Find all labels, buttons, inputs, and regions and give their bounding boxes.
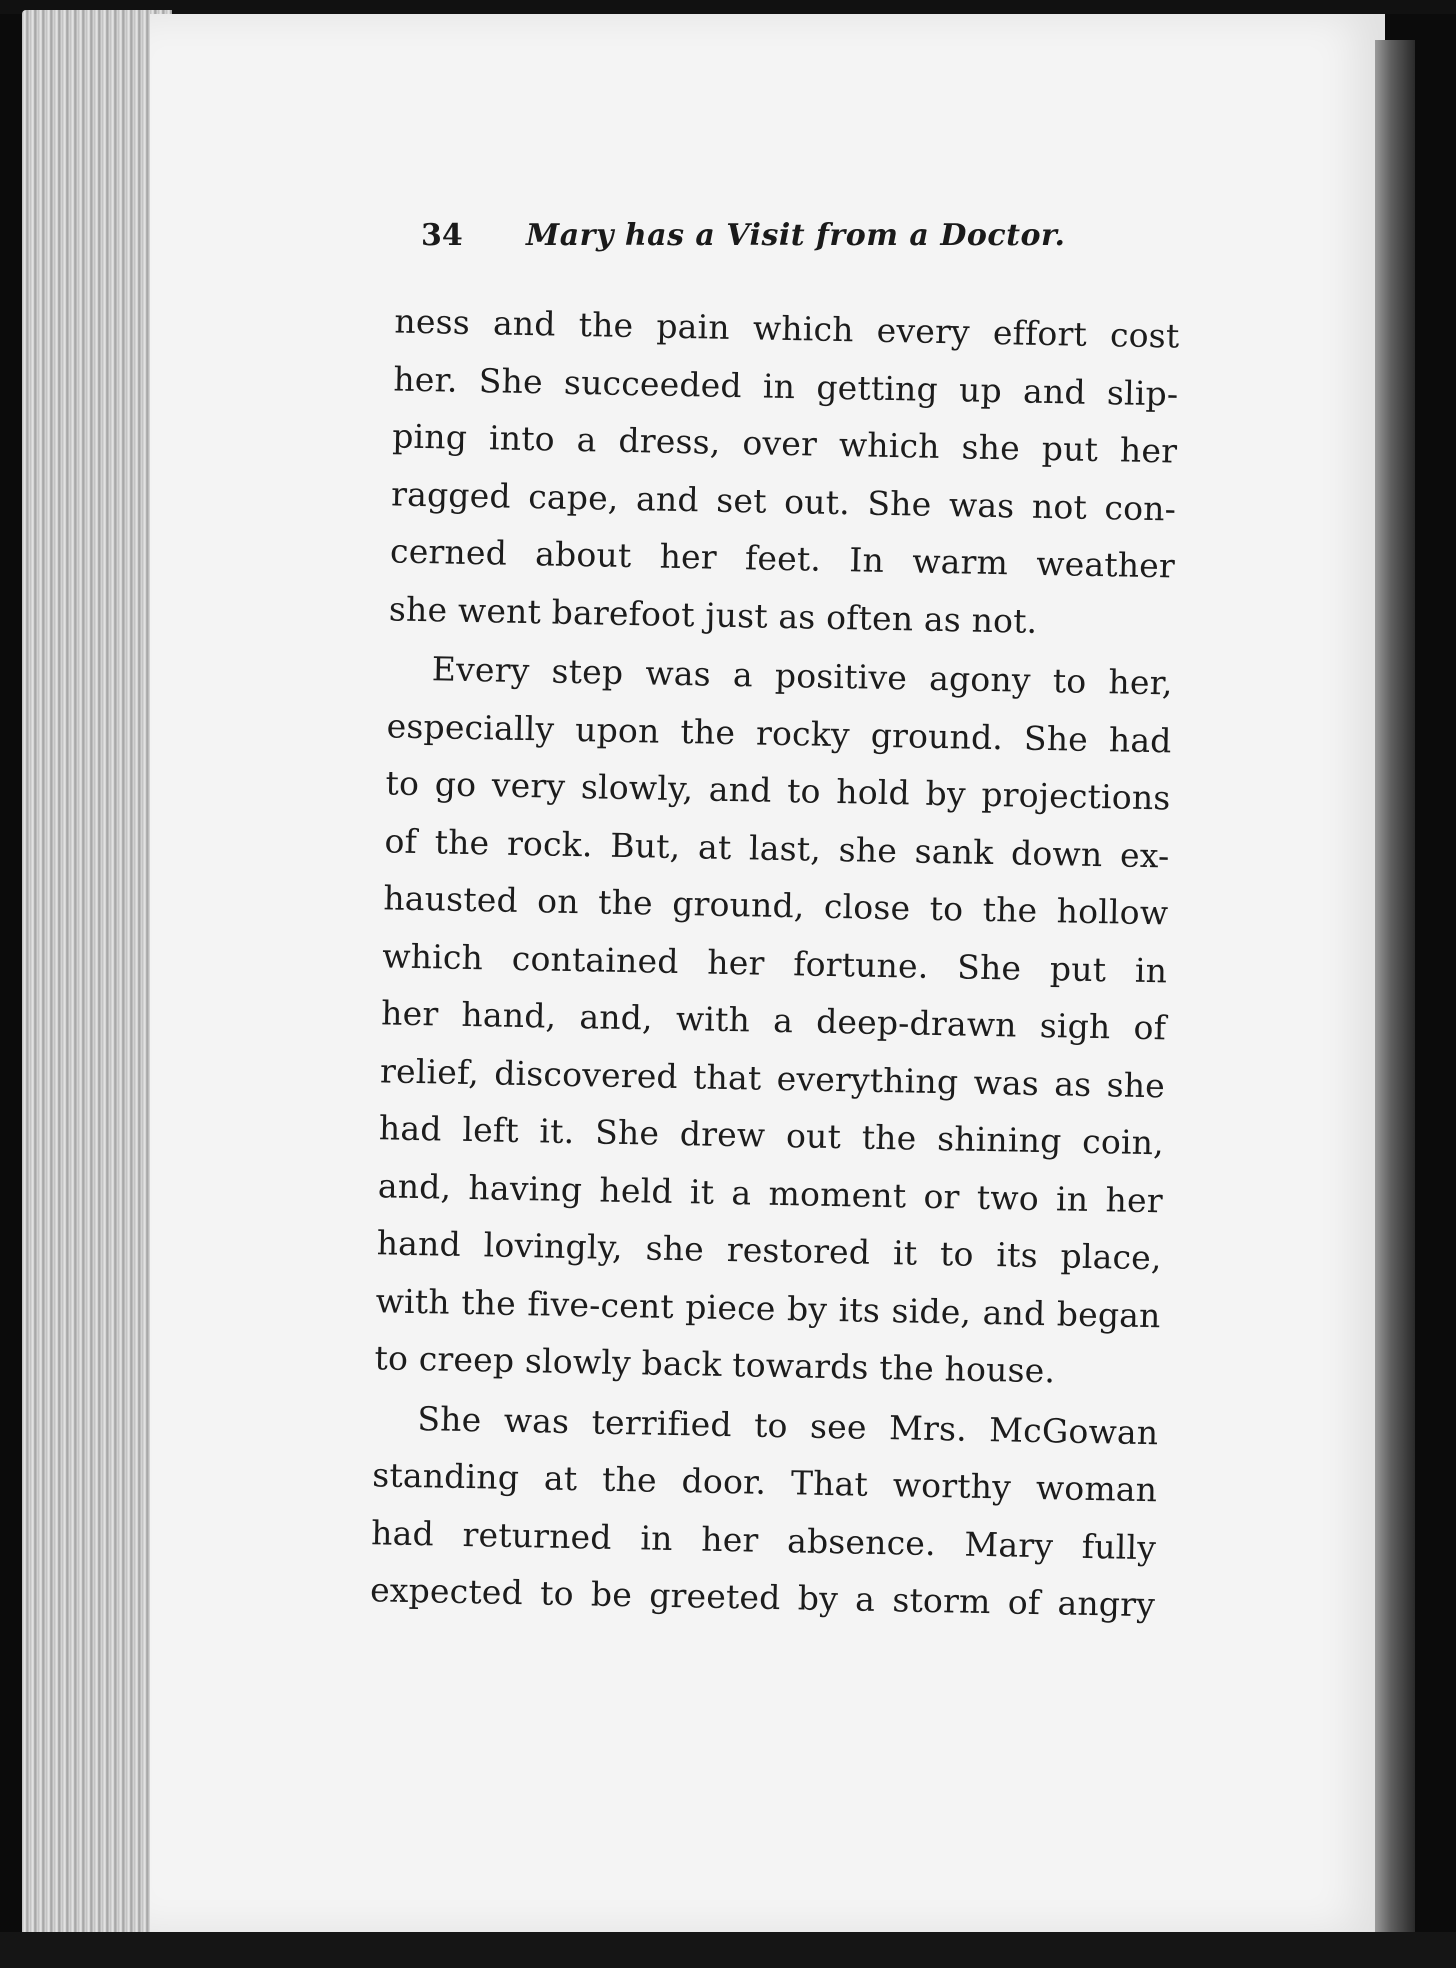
text-line: hand lovingly, she restored it to its place,	[376, 1223, 1163, 1278]
text-line: standing at the door. That worthy woman	[371, 1455, 1158, 1510]
text-line: hausted on the ground, close to the hollow	[383, 878, 1169, 933]
text-line: which contained her fortune. She put in	[381, 935, 1168, 990]
text-line: ragged cape, and set out. She was not con-	[390, 473, 1177, 528]
text-line: with the five-cent piece by its side, and began	[375, 1280, 1161, 1335]
text-line: her. She succeeded in getting up and slip-	[393, 358, 1179, 414]
binding-shadow	[1375, 40, 1415, 1940]
text-line: cerned about her feet. In warm weather	[389, 531, 1176, 586]
text-line: had left it. She drew out the shining coin,	[378, 1108, 1165, 1163]
scan-border-top	[0, 0, 1456, 14]
text-line: to go very slowly, and to hold by projections	[385, 763, 1171, 818]
text-line: Every step was a positive agony to her,	[431, 649, 1174, 703]
text-line: of the rock. But, at last, she sank down ex-	[384, 820, 1170, 875]
text-line: especially upon the rocky ground. She had	[386, 705, 1172, 760]
text-line: expected to be greeted by a storm of angry	[369, 1570, 1156, 1625]
scan-border-bottom	[0, 1932, 1456, 1968]
page-number: 34	[421, 218, 463, 253]
body-text	[370, 292, 1180, 1633]
text-line: relief, discovered that everything was as she	[379, 1050, 1166, 1105]
text-line: had returned in her absence. Mary fully	[370, 1512, 1157, 1567]
text-line: She was terrified to see Mrs. McGowan	[417, 1398, 1159, 1452]
text-line: she went barefoot just as often as not.	[388, 588, 1038, 641]
text-line: her hand, and, with a deep-drawn sigh of	[380, 993, 1167, 1048]
running-header	[421, 212, 1081, 262]
text-line: ness and the pain which every effort cost	[394, 301, 1180, 356]
text-line: to creep slowly back towards the house.	[374, 1338, 1056, 1391]
text-line: ping into a dress, over which she put her	[391, 416, 1178, 471]
running-title: Mary has a Visit from a Doctor.	[526, 218, 1066, 253]
text-line: and, having held it a moment or two in her	[377, 1165, 1164, 1220]
